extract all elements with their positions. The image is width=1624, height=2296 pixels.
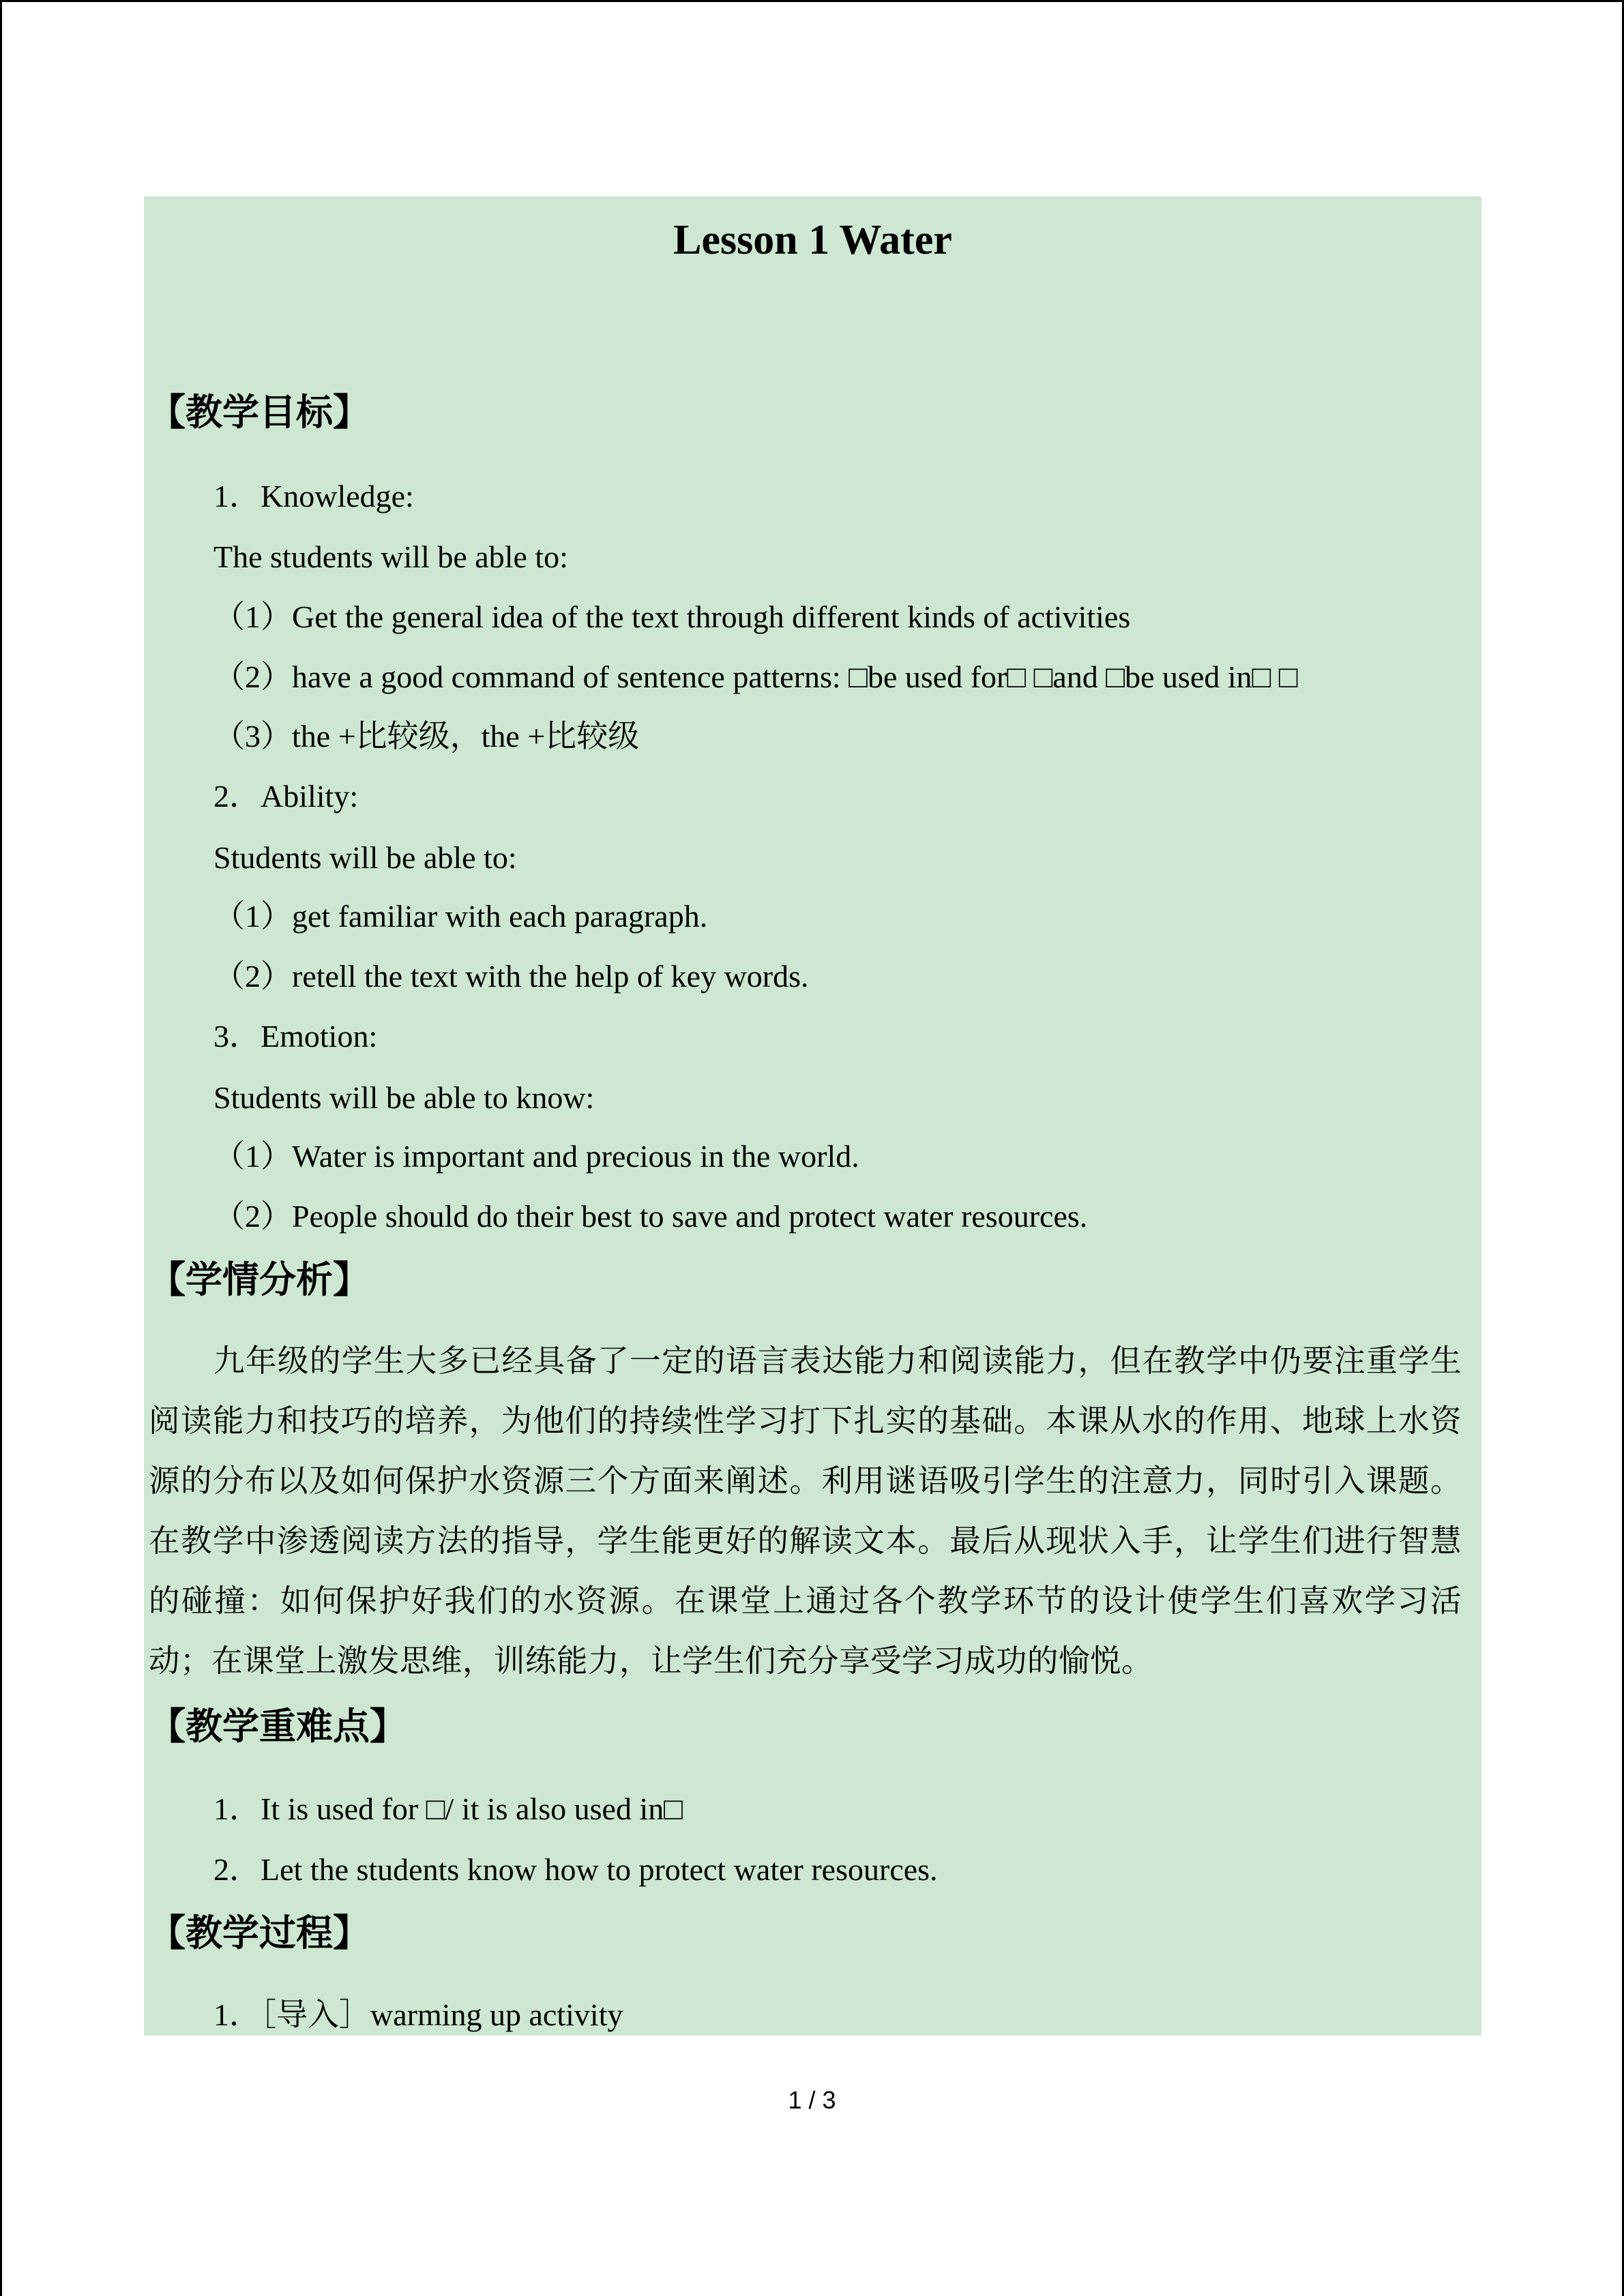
objective-line: The students will be able to: xyxy=(213,539,568,574)
objective-line: Students will be able to know: xyxy=(213,1080,595,1115)
objective-line: 3．Emotion: xyxy=(213,1019,378,1054)
objective-line: （2）People should do their best to save and protect water resources. xyxy=(213,1199,1088,1234)
objective-line: （1）get familiar with each paragraph. xyxy=(213,899,708,934)
objective-line: （2）have a good command of sentence patterns: □be used for□ □and □be used in□ □ xyxy=(213,659,1298,694)
section-heading-process: 【教学过程】 xyxy=(149,1911,370,1954)
objective-line: （1）Get the general idea of the text through different kinds of activities xyxy=(213,599,1131,634)
analysis-paragraph: 九年级的学生大多已经具备了一定的语言表达能力和阅读能力，但在教学中仍要注重学生阅读能力和技巧的培养，为他们的持续性学习打下扎实的基础。本课从水的作用、地球上水资源的分布以及如何保护水资源三个方面来阐述。利用谜语吸引学生的注意力，同时引入课题。在教学中渗透阅读方法的指导，学生能更好的解读文本。最后从现状入手，让学生们进行智慧的碰撞：如何保护好我们的水资源。在课堂上通过各个教学环节的设计使学生们喜欢学习活动；在课堂上激发思维，训练能力，让学生们充分享受学习成功的愉悦。 xyxy=(149,1343,1462,1679)
page-number: 1 / 3 xyxy=(788,2086,836,2114)
section-heading-key-points: 【教学重难点】 xyxy=(149,1705,407,1748)
section-heading-objectives: 【教学目标】 xyxy=(149,391,370,434)
key-point-line: 2．Let the students know how to protect water resources. xyxy=(213,1852,938,1887)
document-title: Lesson 1 Water xyxy=(673,217,952,263)
objective-line: （2）retell the text with the help of key words. xyxy=(213,959,809,994)
objective-line: （3）the +比较级，the +比较级 xyxy=(213,719,640,754)
objective-line: 2．Ability: xyxy=(213,779,359,814)
objective-line: （1）Water is important and precious in the world. xyxy=(213,1139,859,1174)
key-point-line: 1．It is used for □/ it is also used in□ xyxy=(213,1791,683,1826)
objective-line: 1．Knowledge: xyxy=(213,479,414,513)
process-line: 1．［导入］warming up activity xyxy=(213,1997,623,2032)
section-heading-analysis: 【学情分析】 xyxy=(149,1258,370,1301)
objective-line: Students will be able to: xyxy=(213,840,517,875)
